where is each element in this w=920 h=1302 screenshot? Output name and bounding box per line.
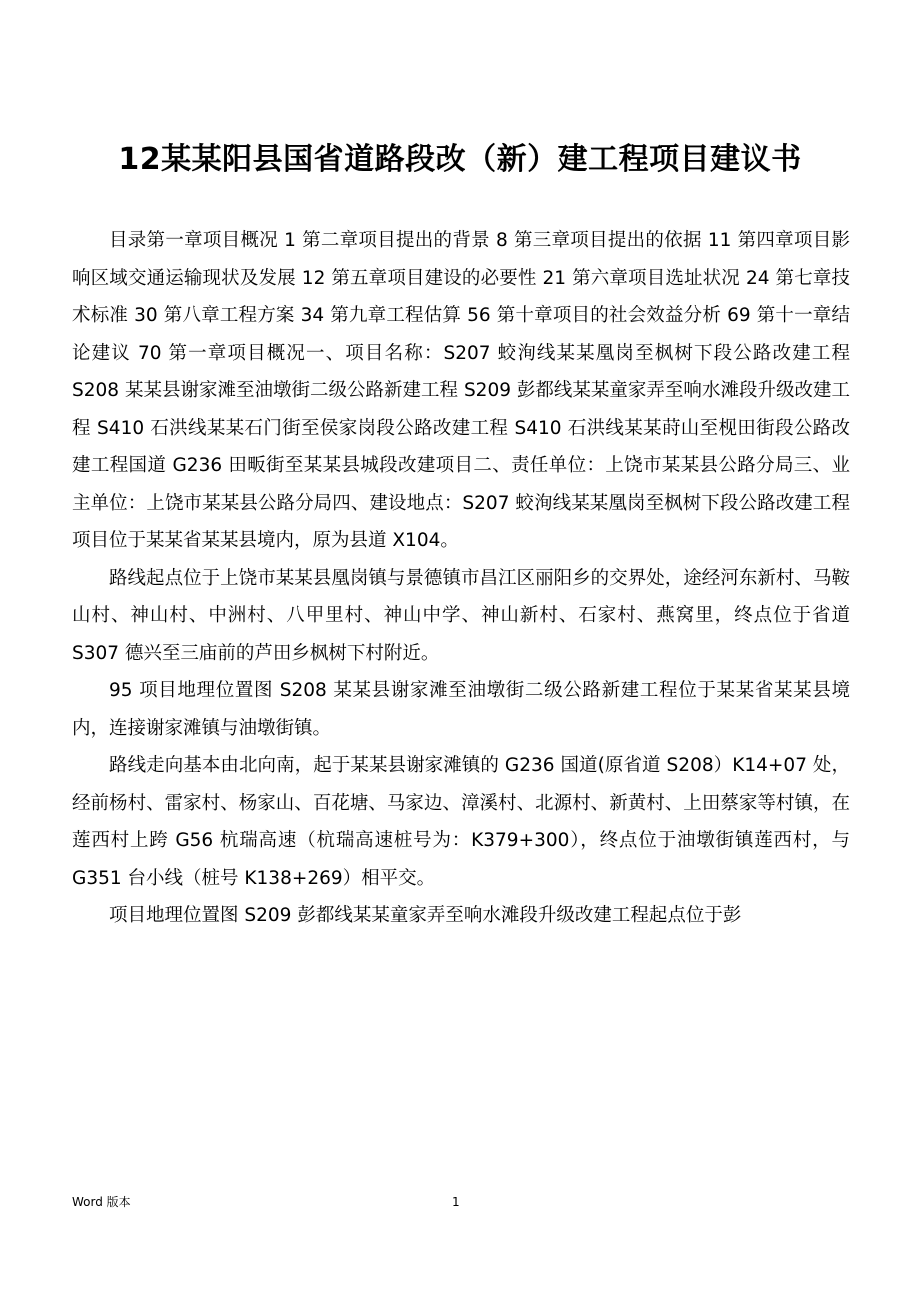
document-title: 12某某阳县国省道路段改（新）建工程项目建议书 xyxy=(118,142,802,177)
paragraph-s209: 项目地理位置图 S209 彭都线某某童家弄至响水滩段升级改建工程起点位于彭 xyxy=(109,905,742,926)
paragraph-toc-overview: 目录第一章项目概况 1 第二章项目提出的背景 8 第三章项目提出的依据 11 第四章项目影响区域交通运输现状及发展 12 第五章项目建设的必要性 21 第六章项目选址状况 24 第七章技术标准 30 第八章工程方案 34 第九章工程估算 56 第十章项目的社会效益分析 69 第十一章结论建议 70 第一章项目概况一、项目名称：S207 蛟洵线某某凰岗至枫树下段公路改建工程 S208 某某县谢家滩至油墩街二级公路新建工程 S209 彭都线某某童家弄至响水滩段升级改建工程 S410 石洪线某某石门街至侯家岗段公路改建工程 S410 石洪线某某莳山至枧田街段公路改建工程国道 G236 田畈街至某某县城段改建项目二、责任单位：上饶市某某县公路分局三、业主单位：上饶市某某县公路分局四、建设地点：S207 蛟洵线某某凰岗至枫树下段公路改建工程项目位于某某省某某县境内，原为县道 X104。 xyxy=(72,230,850,551)
paragraph-route-direction: 路线走向基本由北向南，起于某某县谢家滩镇的 G236 国道(原省道 S208）K14+07 处，经前杨村、雷家村、杨家山、百花塘、马家边、漳溪村、北源村、新黄村、上田蔡家等村镇，在莲西村上跨 G56 杭瑞高速（杭瑞高速桩号为：K379+300），终点位于油墩街镇莲西村，与 G351 台小线（桩号 K138+269）相平交。 xyxy=(72,755,850,889)
page-number: 1 xyxy=(452,1195,460,1209)
paragraph-route-start: 路线起点位于上饶市某某县凰岗镇与景德镇市昌江区丽阳乡的交界处，途经河东新村、马鞍山村、神山村、中洲村、八甲里村、神山中学、神山新村、石家村、燕窝里，终点位于省道 S307 德兴至三庙前的芦田乡枫树下村附近。 xyxy=(72,567,850,664)
footer-label: Word 版本 xyxy=(72,1195,131,1209)
paragraph-location-map: 95 项目地理位置图 S208 某某县谢家滩至油墩街二级公路新建工程位于某某省某某县境内，连接谢家滩镇与油墩街镇。 xyxy=(72,680,850,739)
document-body xyxy=(72,222,850,935)
